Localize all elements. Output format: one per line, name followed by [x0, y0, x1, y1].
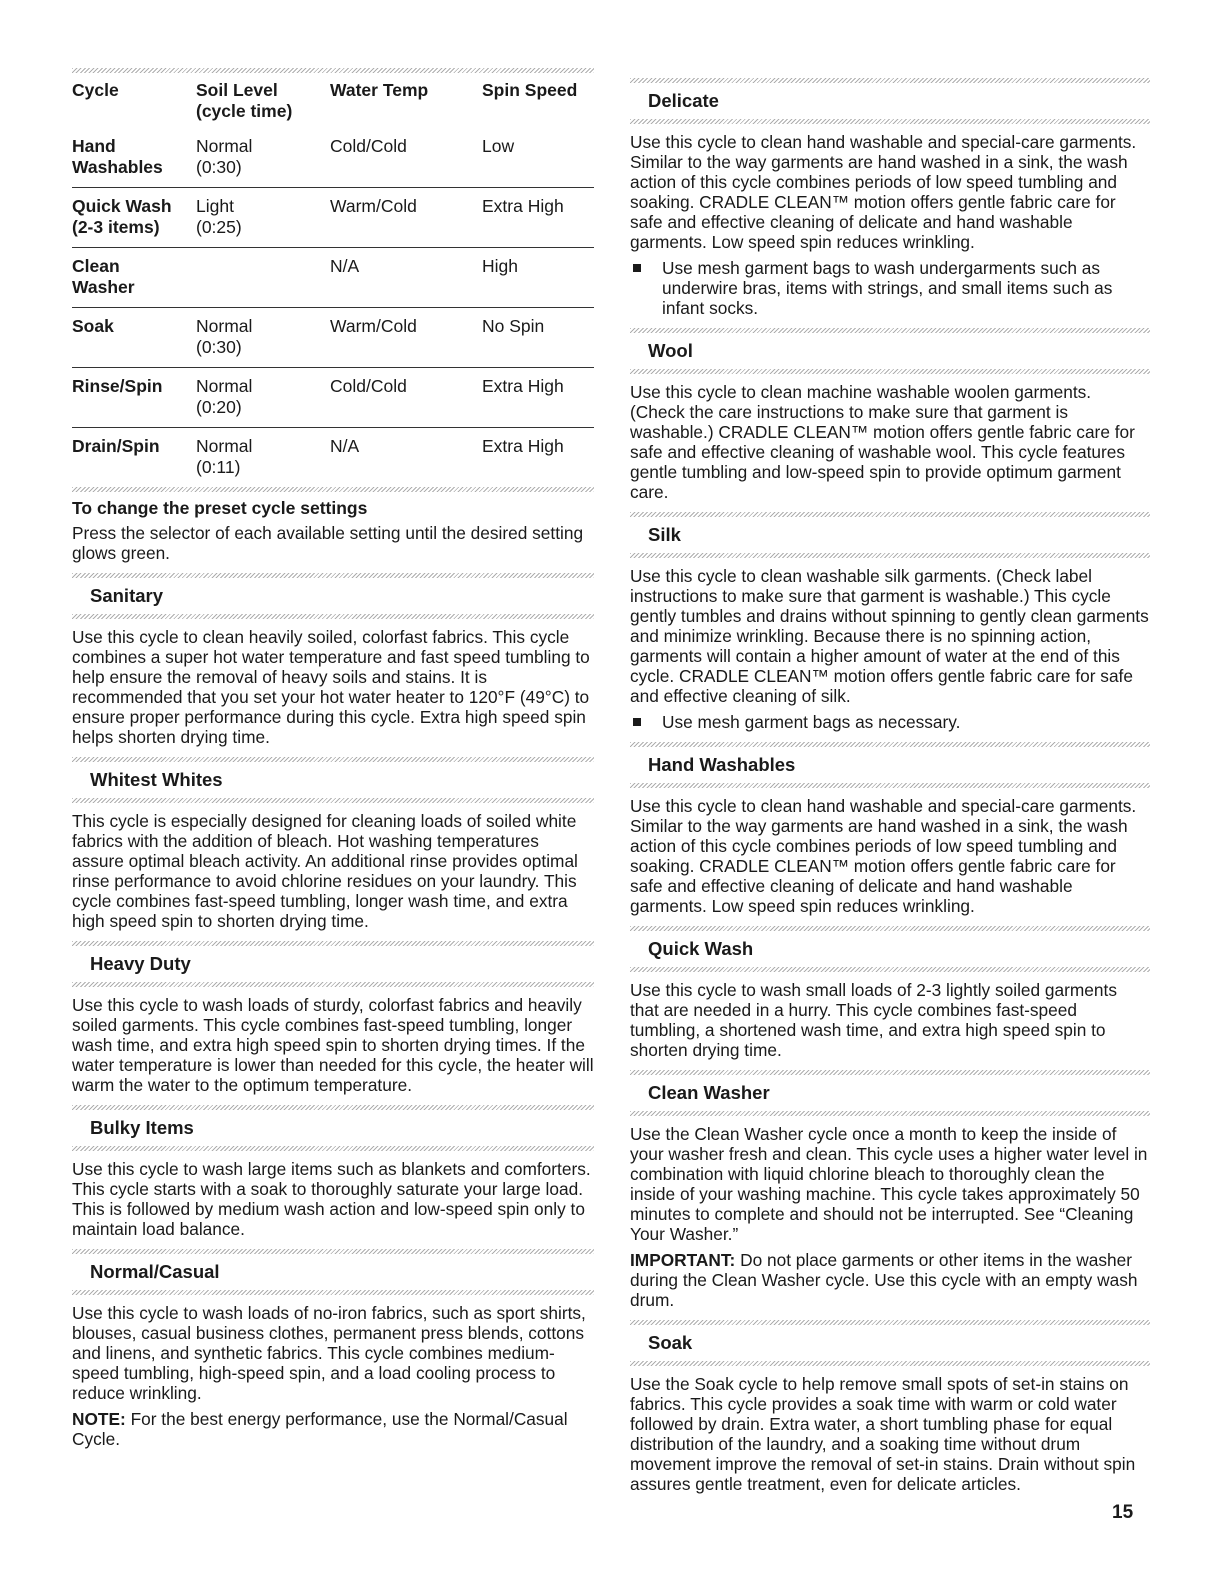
section-body [72, 1303, 594, 1449]
cell-cycle: Quick Wash (2-3 items) [72, 188, 196, 248]
bullet-square-icon [633, 718, 641, 726]
section-title: Normal/Casual [90, 1261, 220, 1282]
section-title: Silk [648, 524, 681, 545]
section-rule [72, 941, 594, 946]
table-top-rule [72, 68, 594, 73]
section-rule [630, 1320, 1150, 1325]
bullet-square-icon [633, 264, 641, 272]
body-paragraph: Use this cycle to clean washable silk garments. (Check label instructions to make sure that garment is washable.) This cycle gently tumbles and drains without spinning to gently clean garments and minimize wrinkling. Because there is no spinning action, garments will contain a higher amount of water at the end of this cycle. CRADLE CLEAN™ motion offers gentle fabric care for safe and effective cleaning of silk. [630, 566, 1149, 706]
cell-spin-speed: Extra High [482, 436, 564, 456]
cell-water-temp: N/A [330, 248, 482, 308]
section-body [72, 627, 594, 747]
left-column [72, 68, 594, 1455]
header-cycle: Cycle [72, 80, 119, 100]
cell-water-temp: N/A [330, 436, 360, 456]
header-spin-speed: Spin Speed [482, 80, 578, 100]
bullet-item: Use mesh garment bags to wash undergarments such as underwire bras, items with strings, and small items such as infant socks. [630, 258, 1150, 318]
section-whitest-whites [72, 757, 594, 931]
table-body [72, 128, 594, 487]
body-paragraph: Use this cycle to clean hand washable and special-care garments. Similar to the way garments are hand washed in a sink, the wash action of this cycle combines periods of low speed tumbling and soaking. CRADLE CLEAN™ motion offers gentle fabric care for safe and effective cleaning of delicate and hand washable garments. Low speed spin reduces wrinkling. [630, 796, 1137, 916]
table-row [72, 248, 594, 308]
section-title: Hand Washables [648, 754, 796, 775]
body-paragraph: Use this cycle to clean machine washable woolen garments. (Check the care instructions to make sure that garment is washable.) CRADLE CLEAN™ motion offers gentle fabric care for safe and effective cleaning of washable wool. This cycle features gentle tumbling and low-speed spin to provide optimum garment care. [630, 382, 1135, 502]
bullet-item: Use mesh garment bags as necessary. [630, 712, 1150, 732]
section-title: Soak [648, 1332, 693, 1353]
section-rule [630, 967, 1150, 972]
cell-spin-speed: Extra High [482, 188, 594, 248]
section-rule [630, 1361, 1150, 1366]
section-hand-washables [630, 742, 1150, 916]
body-paragraph: Use this cycle to wash small loads of 2-3 lightly soiled garments that are needed in a hurry. This cycle combines fast-speed tumbling, a shortened wash time, and extra high speed spin to shorten drying time. [630, 980, 1117, 1060]
cell-soil-level [196, 248, 330, 308]
section-rule [72, 1105, 594, 1110]
table-row [72, 188, 594, 248]
cycle-settings-table [72, 73, 594, 487]
section-clean-washer [630, 1070, 1150, 1310]
cell-cycle: Hand Washables [72, 128, 196, 188]
page-number: 15 [1112, 1502, 1134, 1523]
right-sections [630, 78, 1150, 1494]
section-bulky-items [72, 1105, 594, 1239]
cell-soil-level: Normal (0:30) [196, 128, 330, 188]
cell-soil-level: Normal (0:11) [196, 436, 253, 477]
section-rule [72, 573, 594, 578]
table-bottom-rule [72, 487, 594, 492]
cell-water-temp: Warm/Cold [330, 188, 482, 248]
section-title: Quick Wash [648, 938, 754, 959]
section-title: Delicate [648, 90, 719, 111]
section-delicate [630, 78, 1150, 318]
cell-cycle: Rinse/Spin [72, 368, 196, 428]
section-body [630, 1374, 1150, 1494]
cell-water-temp: Cold/Cold [330, 128, 482, 188]
table-header-row [72, 73, 594, 128]
section-silk [630, 512, 1150, 732]
body-paragraph: Use the Soak cycle to help remove small spots of set-in stains on fabrics. This cycle provides a soak time with warm or cold water followed by drain. Extra water, a short tumbling phase for equal distribution of the laundry, and a soaking time without drum movement improve the removal of set-in stains. Drain without spin assures gentle treatment, even for delicate articles. [630, 1374, 1136, 1494]
section-rule [630, 78, 1150, 83]
section-body [630, 382, 1150, 502]
section-quick-wash [630, 926, 1150, 1060]
bullet-list [630, 258, 1150, 318]
section-title: Clean Washer [648, 1082, 770, 1103]
section-body [630, 796, 1150, 916]
note-paragraph: IMPORTANT: Do not place garments or other items in the washer during the Clean Washer cycle. Use this cycle with an empty wash drum. [630, 1250, 1138, 1310]
body-paragraph: Use this cycle to wash loads of sturdy, colorfast fabrics and heavily soiled garments. This cycle combines fast-speed tumbling, longer wash time, and extra high speed spin to shorten drying times. If the water temperature is lower than needed for this cycle, the heater will warm the water to the optimum temperature. [72, 995, 594, 1095]
cell-soil-level: Normal (0:20) [196, 368, 330, 428]
section-body [630, 1124, 1150, 1310]
cell-spin-speed: Low [482, 128, 594, 188]
section-soak [630, 1320, 1150, 1494]
cell-cycle: Clean Washer [72, 248, 196, 308]
section-wool [630, 328, 1150, 502]
note-label: NOTE: [72, 1409, 126, 1429]
section-body [72, 1159, 594, 1239]
left-sections [72, 573, 594, 1449]
section-title: Wool [648, 340, 693, 361]
section-body [630, 566, 1150, 732]
section-rule [72, 1290, 594, 1295]
note-label: IMPORTANT: [630, 1250, 736, 1270]
cell-soil-level: Normal (0:30) [196, 308, 330, 368]
section-rule [72, 798, 594, 803]
cell-water-temp: Warm/Cold [330, 308, 482, 368]
body-paragraph: Use this cycle to wash large items such as blankets and comforters. This cycle starts with a soak to thoroughly saturate your large load. This is followed by medium wash action and low-speed spin only to maintain load balance. [72, 1159, 591, 1239]
section-rule [630, 119, 1150, 124]
table-row [72, 128, 594, 188]
section-rule [72, 1249, 594, 1254]
body-paragraph: Use this cycle to clean heavily soiled, colorfast fabrics. This cycle combines a super hot water temperature and fast speed tumbling to help ensure the removal of heavy soils and stains. It is recommended that you set your hot water heater to 120°F (49°C) to ensure proper performance during this cycle. Extra high speed spin helps shorten drying time. [72, 627, 590, 747]
preset-text: Press the selector of each available setting until the desired setting glows green. [72, 523, 584, 563]
header-water-temp: Water Temp [330, 80, 429, 100]
section-body [630, 980, 1150, 1060]
cell-cycle: Soak [72, 308, 196, 368]
section-body [630, 132, 1150, 318]
table-row [72, 308, 594, 368]
section-title: Whitest Whites [90, 769, 223, 790]
section-title: Heavy Duty [90, 953, 191, 974]
table-row [72, 368, 594, 428]
note-paragraph: NOTE: For the best energy performance, use the Normal/Casual Cycle. [72, 1409, 568, 1449]
section-rule [630, 1111, 1150, 1116]
header-soil-level: Soil Level (cycle time) [196, 80, 293, 121]
section-rule [630, 1070, 1150, 1075]
section-rule [72, 1146, 594, 1151]
section-sanitary [72, 573, 594, 747]
section-rule [630, 926, 1150, 931]
cell-spin-speed: High [482, 248, 594, 308]
section-title: Bulky Items [90, 1117, 194, 1138]
section-rule [630, 783, 1150, 788]
section-body [72, 811, 594, 931]
section-rule [72, 757, 594, 762]
section-rule [630, 512, 1150, 517]
bullet-list [630, 712, 1150, 732]
section-rule [72, 982, 594, 987]
section-rule [630, 553, 1150, 558]
body-paragraph: Use this cycle to clean hand washable and special-care garments. Similar to the way garments are hand washed in a sink, the wash action of this cycle combines periods of low speed tumbling and soaking. CRADLE CLEAN™ motion offers gentle fabric care for safe and effective cleaning of delicate and hand washable garments. Low speed spin reduces wrinkling. [630, 132, 1137, 252]
body-paragraph: Use this cycle to wash loads of no-iron fabrics, such as sport shirts, blouses, casual business clothes, permanent press blends, cottons and linens, and synthetic fabrics. This cycle combines medium-speed tumbling, high-speed spin, and a load cooling process to reduce wrinkling. [72, 1303, 586, 1403]
section-rule [630, 369, 1150, 374]
cell-soil-level: Light (0:25) [196, 188, 330, 248]
table-row [72, 428, 594, 488]
preset-heading: To change the preset cycle settings [72, 498, 368, 518]
cell-water-temp: Cold/Cold [330, 368, 482, 428]
right-column [630, 68, 1150, 1500]
section-heavy-duty [72, 941, 594, 1095]
section-normal-casual [72, 1249, 594, 1449]
body-paragraph: This cycle is especially designed for cleaning loads of soiled white fabrics with the addition of bleach. Hot washing temperatures assure optimal bleach activity. An additional rinse provides optimal rinse performance to avoid chlorine residues on your laundry. This cycle combines fast-speed tumbling, longer wash time, and extra high speed spin to shorten drying time. [72, 811, 578, 931]
body-paragraph: Use the Clean Washer cycle once a month to keep the inside of your washer fresh and clean. This cycle uses a higher water level in combination with liquid chlorine bleach to thoroughly clean the inside of your washing machine. This cycle takes approximately 50 minutes to complete and should not be interrupted. See “Cleaning Your Washer.” [630, 1124, 1148, 1244]
section-title: Sanitary [90, 585, 164, 606]
cell-spin-speed: No Spin [482, 308, 594, 368]
section-body [72, 995, 594, 1095]
section-rule [630, 742, 1150, 747]
section-rule [630, 328, 1150, 333]
section-rule [72, 614, 594, 619]
cell-cycle: Drain/Spin [72, 436, 160, 456]
cell-spin-speed: Extra High [482, 368, 594, 428]
